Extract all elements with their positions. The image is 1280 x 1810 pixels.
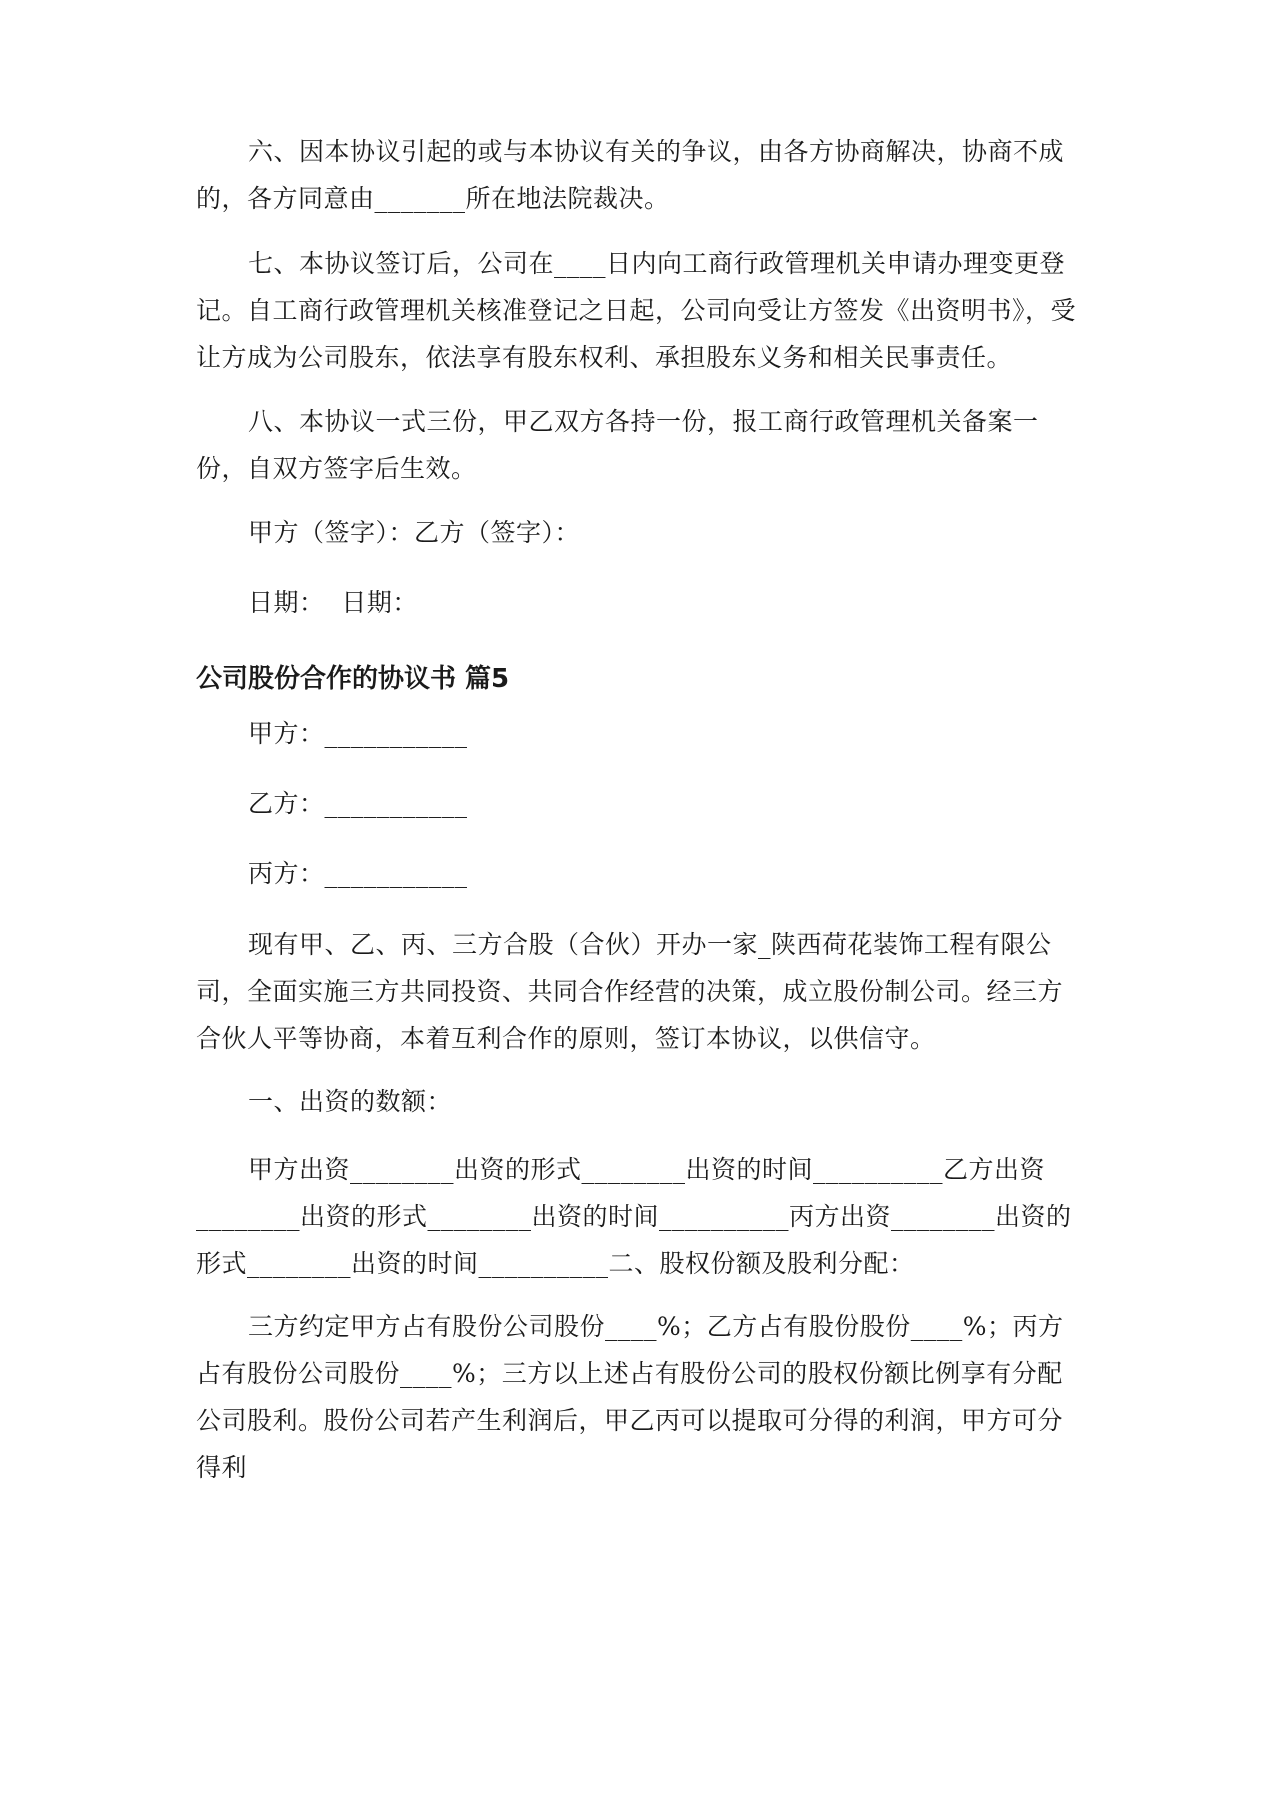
party-c-line: 丙方：___________ xyxy=(248,859,468,888)
date-line: 日期： 日期： xyxy=(248,588,418,617)
party-a-line: 甲方：___________ xyxy=(248,719,468,748)
paragraph-article-7: 七、本协议签订后，公司在____日内向工商行政管理机关申请办理变更登记。自工商行政管理机关核准登记之日起，公司向受让方签发《出资明书》，受让方成为公司股东，依法享有股东权利、承担股东义务和相关民事责任。 xyxy=(196,249,1077,372)
paragraph-share-distribution: 三方约定甲方占有股份公司股份____%；乙方占有股份股份____%；丙方占有股份公司股份____%；三方以上述占有股份公司的股权份额比例享有分配公司股利。股份公司若产生利润后，甲乙丙可以提取可分得的利润，甲方可分得利 xyxy=(196,1312,1064,1482)
paragraph-capital-details: 甲方出资________出资的形式________出资的时间__________乙方出资________出资的形式________出资的时间__________丙方出资________出资的形式________出资的时间__________二、股权份额及股利分配： xyxy=(196,1155,1072,1278)
paragraph-intro: 现有甲、乙、丙、三方合股（合伙）开办一家_陕西荷花装饰工程有限公司，全面实施三方共同投资、共同合作经营的决策，成立股份制公司。经三方合伙人平等协商，本着互利合作的原则，签订本协议，以供信守。 xyxy=(196,930,1064,1053)
paragraph-article-6: 六、因本协议引起的或与本协议有关的争议，由各方协商解决，协商不成的，各方同意由_______所在地法院裁决。 xyxy=(196,137,1065,213)
signature-line: 甲方（签字）：乙方（签字）： xyxy=(248,518,581,547)
section-heading: 公司股份合作的协议书 篇5 xyxy=(196,664,510,694)
paragraph-article-8: 八、本协议一式三份，甲乙双方各持一份，报工商行政管理机关备案一份，自双方签字后生效。 xyxy=(196,407,1039,483)
paragraph-capital-heading: 一、出资的数额： xyxy=(248,1087,453,1116)
party-b-line: 乙方：___________ xyxy=(248,789,468,818)
